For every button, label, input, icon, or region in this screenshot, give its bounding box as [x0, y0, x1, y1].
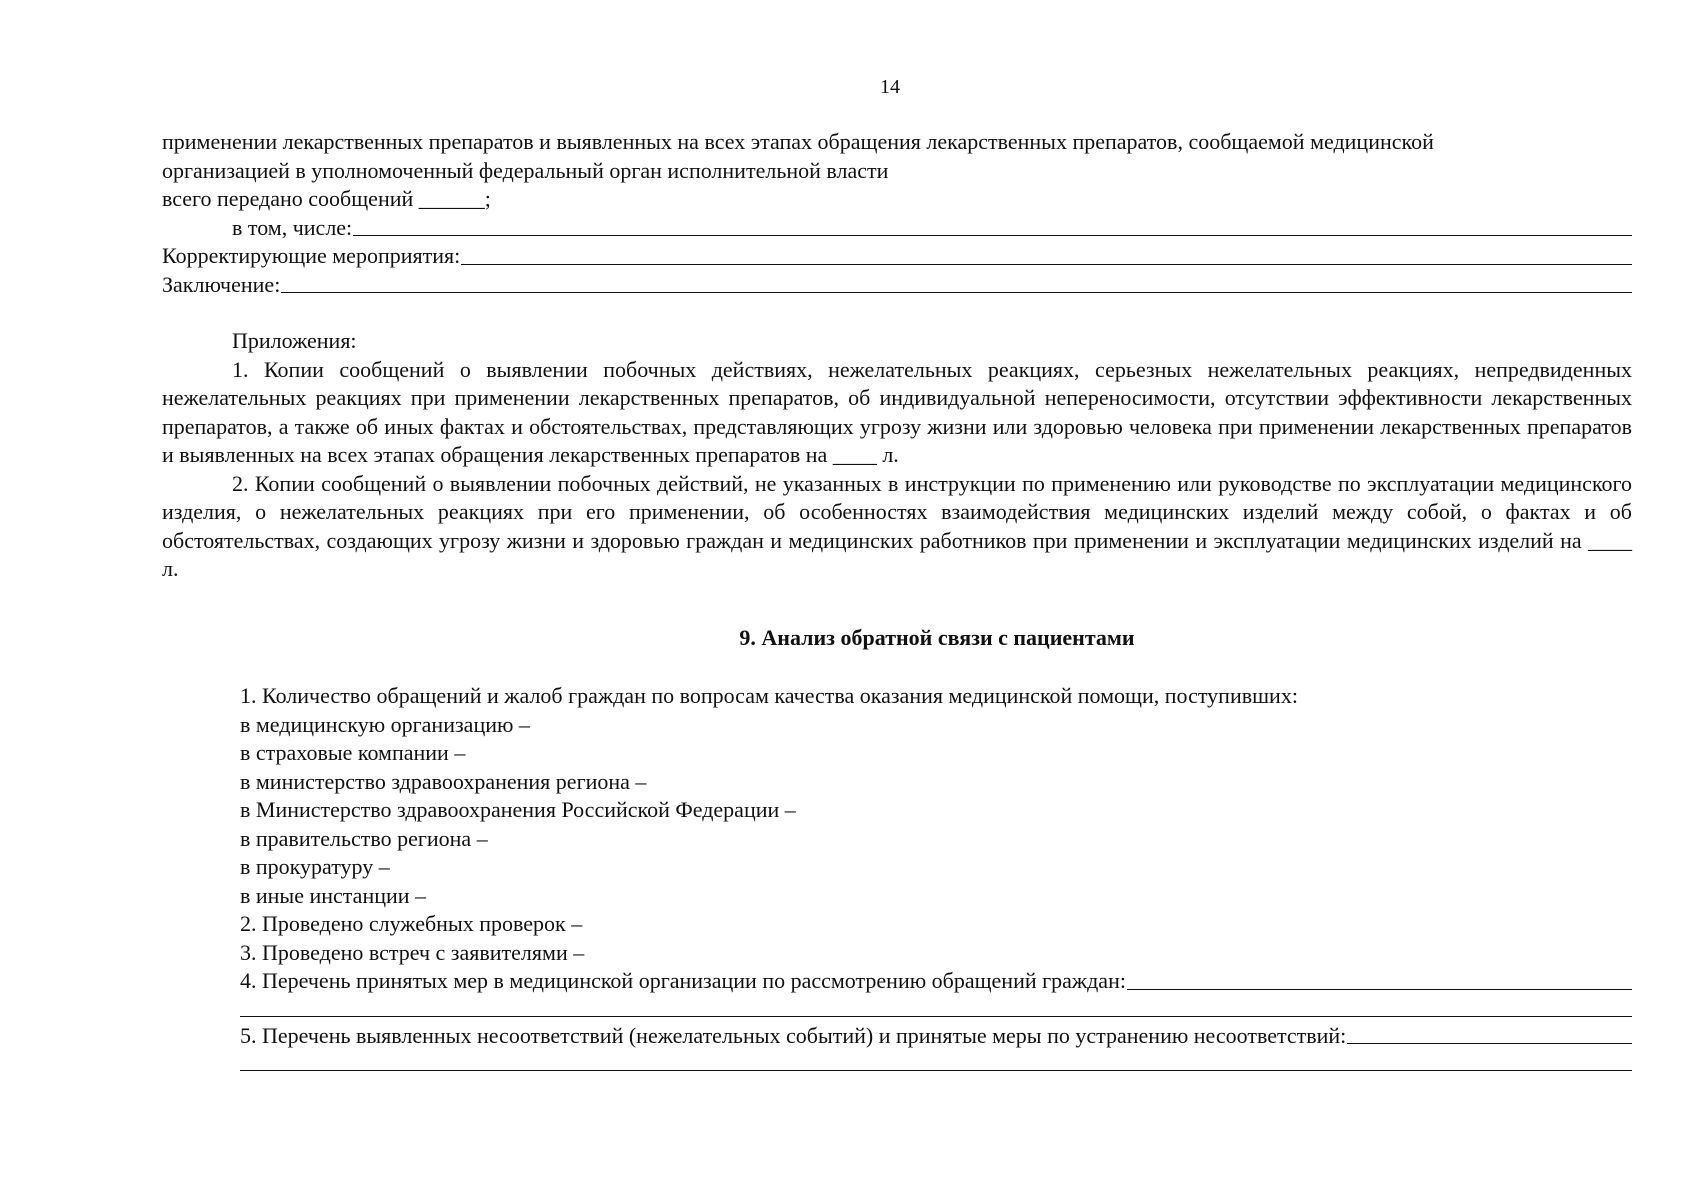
destination-item: в страховые компании – [240, 740, 466, 765]
intro-line-1: применении лекарственных препаратов и выявленных на всех этапах обращения лекарственных препаратов, сообщаемой медицинской [162, 129, 1434, 154]
including-row [162, 214, 1632, 243]
corrective-row [162, 242, 1632, 271]
conclusion-label: Заключение: [162, 271, 281, 297]
messages-total: всего передано сообщений ______; [162, 186, 491, 211]
corrective-label: Корректирующие мероприятия: [162, 243, 461, 268]
destination-item: в иные инстанции – [240, 882, 427, 908]
appendix-title: Приложения: [232, 328, 357, 353]
conclusion-row [162, 271, 1632, 300]
appendix-item-2: 2. Копии сообщений о выявлении побочных действий, не указанных в инструкции по применению или руководстве по эксплуатации медицинского изделия, о нежелательных реакциях при его применении, об особенностях взаимодействия медицинских изделий между собой, о фактах и об обстоятельствах, создающих угрозу жизни и здоровью граждан и медицинских работников при применении и эксплуатации медицинских изделий на ____ л. [162, 470, 1632, 581]
section-9-item-1: 1. Количество обращений и жалоб граждан по вопросам качества оказания медицинской помощи, поступивших: [240, 683, 1298, 708]
section-9-heading: 9. Анализ обратной связи с пациентами [739, 624, 1135, 650]
item-5-blank-line [240, 1050, 1632, 1071]
section-9-item-4-row [240, 967, 1632, 996]
page-number: 14 [880, 76, 900, 98]
including-blank [353, 235, 1632, 236]
section-9-item-3: 3. Проведено встреч с заявителями – [240, 939, 585, 965]
section-9-item-2: 2. Проведено служебных проверок – [240, 911, 583, 936]
conclusion-blank [281, 292, 1632, 293]
destination-item: в прокуратуру – [240, 854, 390, 879]
corrective-blank [461, 264, 1632, 265]
destination-item: в правительство региона – [240, 825, 488, 851]
document-body [162, 128, 1632, 1076]
section-9-item-4-label: 4. Перечень принятых мер в медицинской организации по рассмотрению обращений граждан: [240, 968, 1126, 993]
section-9-body [162, 682, 1632, 1071]
including-label: в том, числе: [232, 214, 353, 240]
item-5-blank [1347, 1043, 1632, 1044]
section-9-item-5-row [240, 1022, 1632, 1051]
destination-item: в Министерство здравоохранения Российской Федерации – [240, 797, 796, 822]
destination-item: в министерство здравоохранения региона – [240, 768, 647, 794]
intro-line-2: организацией в уполномоченный федеральный орган исполнительной власти [162, 157, 889, 183]
destination-item: в медицинскую организацию – [240, 711, 530, 737]
appendix-item-1: 1. Копии сообщений о выявлении побочных действиях, нежелательных реакциях, серьезных нежелательных реакциях, непредвиденных нежелательных реакциях при применении лекарственных препаратов, об индивидуальной непереносимости, отсутствии эффективности лекарственных препаратов, а также об иных фактах и обстоятельствах, представляющих угрозу жизни или здоровью человека при применении лекарственных препаратов и выявленных на всех этапах обращения лекарственных препаратов на ____ л. [162, 356, 1632, 467]
item-4-blank [1127, 989, 1632, 990]
item-4-blank-line [240, 996, 1632, 1017]
section-9-item-5-label: 5. Перечень выявленных несоответствий (нежелательных событий) и принятые меры по устранению несоответствий: [240, 1022, 1347, 1048]
